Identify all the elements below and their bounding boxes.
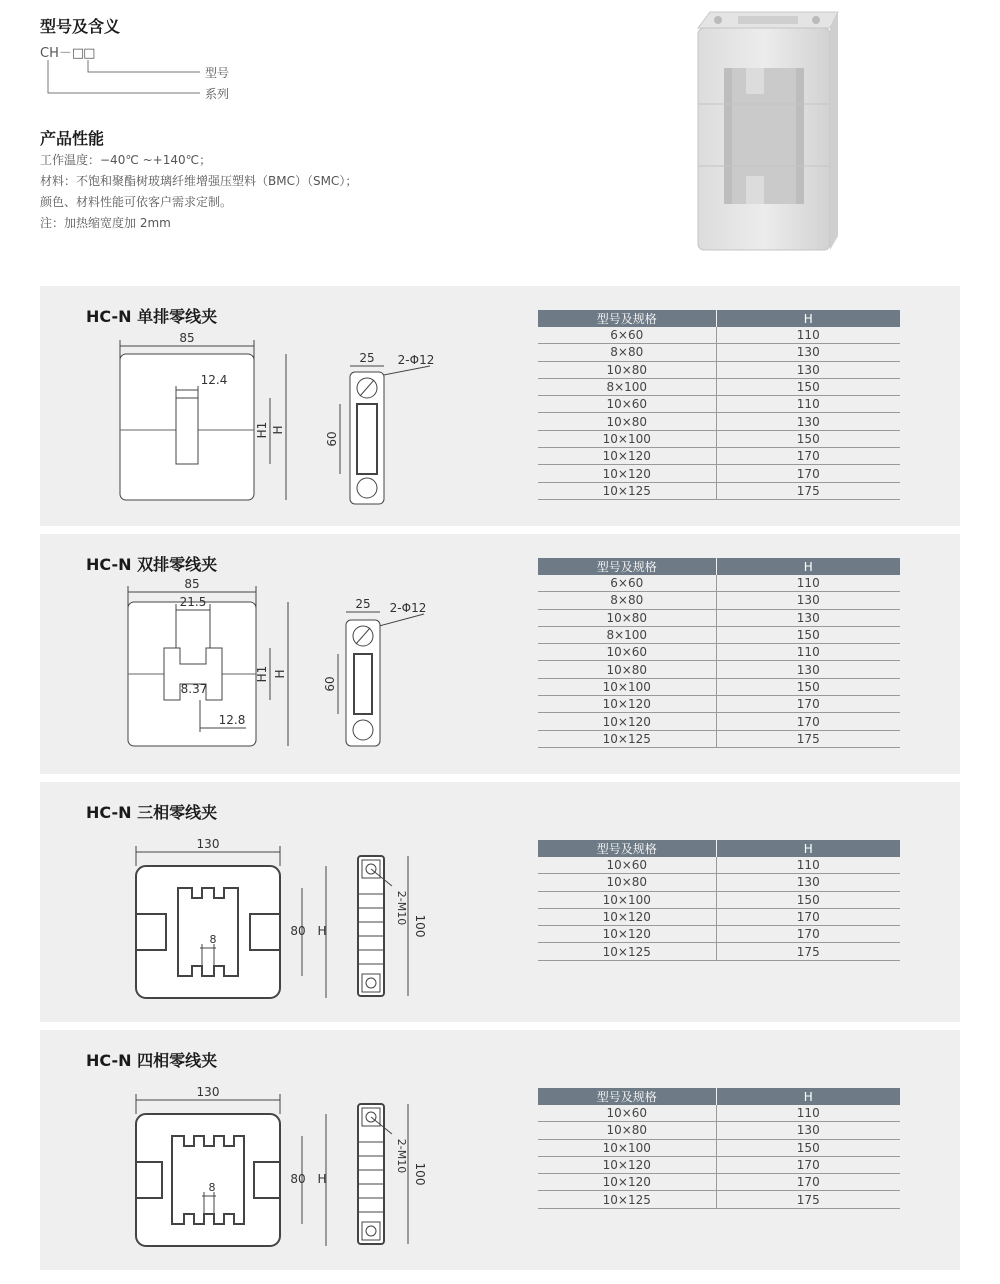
cell-h: 150: [716, 626, 900, 643]
table-row: [538, 713, 900, 730]
section-title: HC-N 四相零线夹: [86, 1051, 218, 1070]
cell-h: 150: [716, 678, 900, 695]
cell-model: 8×80: [538, 344, 716, 361]
cell-h: 110: [716, 644, 900, 661]
table-row: [538, 696, 900, 713]
side-view-drawing: [342, 850, 452, 1010]
dim-80: 80: [290, 924, 306, 938]
cell-model: 10×80: [538, 874, 716, 891]
cell-h: 130: [716, 413, 900, 430]
dim-mid: 8.37: [180, 682, 208, 696]
cell-h: 175: [716, 482, 900, 499]
cell-model: 10×125: [538, 1191, 716, 1208]
spec-table: [538, 310, 900, 500]
cell-model: 10×100: [538, 678, 716, 695]
cell-model: 6×60: [538, 575, 716, 592]
table-row: [538, 361, 900, 378]
cell-model: 10×120: [538, 713, 716, 730]
cell-h: 110: [716, 857, 900, 874]
cell-model: 8×100: [538, 378, 716, 395]
cell-h: 150: [716, 1139, 900, 1156]
table-header-model: 型号及规格: [538, 1088, 716, 1105]
table-header-h: H: [716, 310, 900, 327]
dim-bottom: 12.8: [218, 713, 246, 727]
section-single-row-clamp: [40, 286, 960, 526]
side-view-drawing: [316, 596, 456, 756]
model-meaning-title: 型号及含义: [40, 17, 121, 36]
table-row: [538, 482, 900, 499]
cell-model: 10×120: [538, 696, 716, 713]
table-header-h: H: [716, 558, 900, 575]
table-row: [538, 1122, 900, 1139]
cell-model: 10×100: [538, 1139, 716, 1156]
model-code-prefix: CH－: [40, 46, 72, 61]
cell-model: 10×125: [538, 943, 716, 960]
cell-model: 6×60: [538, 327, 716, 344]
cell-model: 10×120: [538, 926, 716, 943]
table-row: [538, 448, 900, 465]
dim-width: 130: [196, 837, 220, 851]
cell-h: 110: [716, 327, 900, 344]
cell-h: 170: [716, 465, 900, 482]
dim-holes: 2-M10: [395, 1138, 408, 1174]
dim-slot: 8: [209, 933, 217, 946]
table-row: [538, 575, 900, 592]
cell-model: 10×120: [538, 908, 716, 925]
table-header-model: 型号及规格: [538, 840, 716, 857]
cell-model: 10×60: [538, 644, 716, 661]
dim-h: H: [271, 425, 285, 435]
table-row: [538, 891, 900, 908]
cell-h: 130: [716, 361, 900, 378]
cell-model: 10×80: [538, 609, 716, 626]
dim-holes: 2-Φ12: [389, 601, 427, 615]
dim-width: 130: [196, 1085, 220, 1099]
product-photo: [688, 6, 848, 256]
table-row: [538, 1174, 900, 1191]
table-row: [538, 661, 900, 678]
cell-h: 110: [716, 1105, 900, 1122]
dim-h: H: [273, 669, 287, 679]
table-row: [538, 730, 900, 747]
cell-h: 130: [716, 344, 900, 361]
cell-h: 175: [716, 1191, 900, 1208]
table-row: [538, 378, 900, 395]
cell-model: 10×125: [538, 482, 716, 499]
table-row: [538, 327, 900, 344]
side-view-drawing: [342, 1098, 452, 1258]
cell-model: 10×80: [538, 361, 716, 378]
section-four-phase-clamp: [40, 1030, 960, 1270]
dim-holes: 2-Φ12: [397, 353, 435, 367]
dim-h1: H1: [255, 421, 269, 439]
cell-model: 8×80: [538, 592, 716, 609]
cell-model: 10×120: [538, 1156, 716, 1173]
cell-h: 150: [716, 430, 900, 447]
dim-width: 85: [179, 331, 195, 345]
cell-model: 10×100: [538, 891, 716, 908]
dim-h: H: [317, 924, 327, 938]
section-three-phase-clamp: [40, 782, 960, 1022]
cell-model: 10×80: [538, 661, 716, 678]
model-code-boxes: □□: [71, 46, 95, 61]
cell-h: 150: [716, 378, 900, 395]
cell-model: 10×125: [538, 730, 716, 747]
table-row: [538, 396, 900, 413]
section-title: HC-N 单排零线夹: [86, 307, 218, 326]
table-row: [538, 413, 900, 430]
cell-h: 150: [716, 891, 900, 908]
cell-h: 130: [716, 1122, 900, 1139]
cell-h: 170: [716, 926, 900, 943]
table-row: [538, 857, 900, 874]
cell-h: 130: [716, 661, 900, 678]
performance-list: [40, 150, 357, 234]
front-view-drawing: [116, 832, 356, 1012]
table-row: [538, 943, 900, 960]
table-header-model: 型号及规格: [538, 310, 716, 327]
performance-line: 颜色、材料性能可依客户需求定制。: [40, 195, 233, 209]
dim-80: 80: [290, 1172, 306, 1186]
cell-model: 10×60: [538, 857, 716, 874]
table-row: [538, 592, 900, 609]
table-row: [538, 1139, 900, 1156]
dim-width: 85: [184, 577, 200, 591]
spec-table: [538, 558, 900, 748]
performance-line: 材料：不饱和聚酯树玻璃纤维增强压塑料（BMC）（SMC）；: [40, 174, 358, 188]
dim-side-height: 100: [413, 914, 427, 938]
table-row: [538, 1191, 900, 1208]
cell-model: 10×100: [538, 430, 716, 447]
table-header-h: H: [716, 840, 900, 857]
table-row: [538, 926, 900, 943]
performance-line: 工作温度：−40℃ ~+140℃；: [40, 153, 212, 167]
section-double-row-clamp: [40, 534, 960, 774]
dim-holes: 2-M10: [395, 890, 408, 926]
cell-h: 130: [716, 592, 900, 609]
dim-h: H: [317, 1172, 327, 1186]
spec-table: [538, 1088, 900, 1209]
dim-side-width: 25: [359, 351, 375, 365]
side-view-drawing: [320, 348, 460, 508]
cell-h: 110: [716, 575, 900, 592]
table-row: [538, 1156, 900, 1173]
front-view-drawing: [116, 1080, 356, 1260]
table-row: [538, 465, 900, 482]
cell-h: 130: [716, 609, 900, 626]
table-row: [538, 678, 900, 695]
cell-h: 170: [716, 1156, 900, 1173]
cell-model: 10×60: [538, 1105, 716, 1122]
cell-h: 175: [716, 943, 900, 960]
dim-top: 21.5: [179, 595, 207, 609]
cell-h: 170: [716, 713, 900, 730]
cell-h: 110: [716, 396, 900, 413]
table-header-h: H: [716, 1088, 900, 1105]
dim-h1: H1: [255, 665, 269, 683]
table-header-model: 型号及规格: [538, 558, 716, 575]
cell-model: 10×120: [538, 465, 716, 482]
cell-model: 10×120: [538, 1174, 716, 1191]
cell-model: 10×80: [538, 413, 716, 430]
table-row: [538, 1105, 900, 1122]
dim-side-height: 60: [325, 431, 339, 447]
cell-model: 10×60: [538, 396, 716, 413]
dim-slot: 12.4: [200, 373, 228, 387]
table-row: [538, 609, 900, 626]
section-title: HC-N 三相零线夹: [86, 803, 218, 822]
section-title: HC-N 双排零线夹: [86, 555, 218, 574]
cell-h: 130: [716, 874, 900, 891]
dim-side-width: 25: [355, 597, 371, 611]
performance-line: 注：加热缩宽度加 2mm: [40, 216, 171, 230]
performance-title: 产品性能: [40, 129, 105, 148]
table-row: [538, 908, 900, 925]
cell-h: 175: [716, 730, 900, 747]
cell-h: 170: [716, 696, 900, 713]
table-row: [538, 644, 900, 661]
table-row: [538, 344, 900, 361]
table-row: [538, 626, 900, 643]
dim-slot: 8: [208, 1181, 216, 1194]
dim-side-height: 100: [413, 1162, 427, 1186]
cell-h: 170: [716, 1174, 900, 1191]
cell-h: 170: [716, 908, 900, 925]
cell-model: 8×100: [538, 626, 716, 643]
cell-model: 10×120: [538, 448, 716, 465]
spec-table: [538, 840, 900, 961]
cell-h: 170: [716, 448, 900, 465]
label-series: 系列: [205, 87, 230, 101]
cell-model: 10×80: [538, 1122, 716, 1139]
dim-side-height: 60: [323, 676, 337, 692]
table-row: [538, 430, 900, 447]
label-model: 型号: [205, 66, 230, 80]
table-row: [538, 874, 900, 891]
